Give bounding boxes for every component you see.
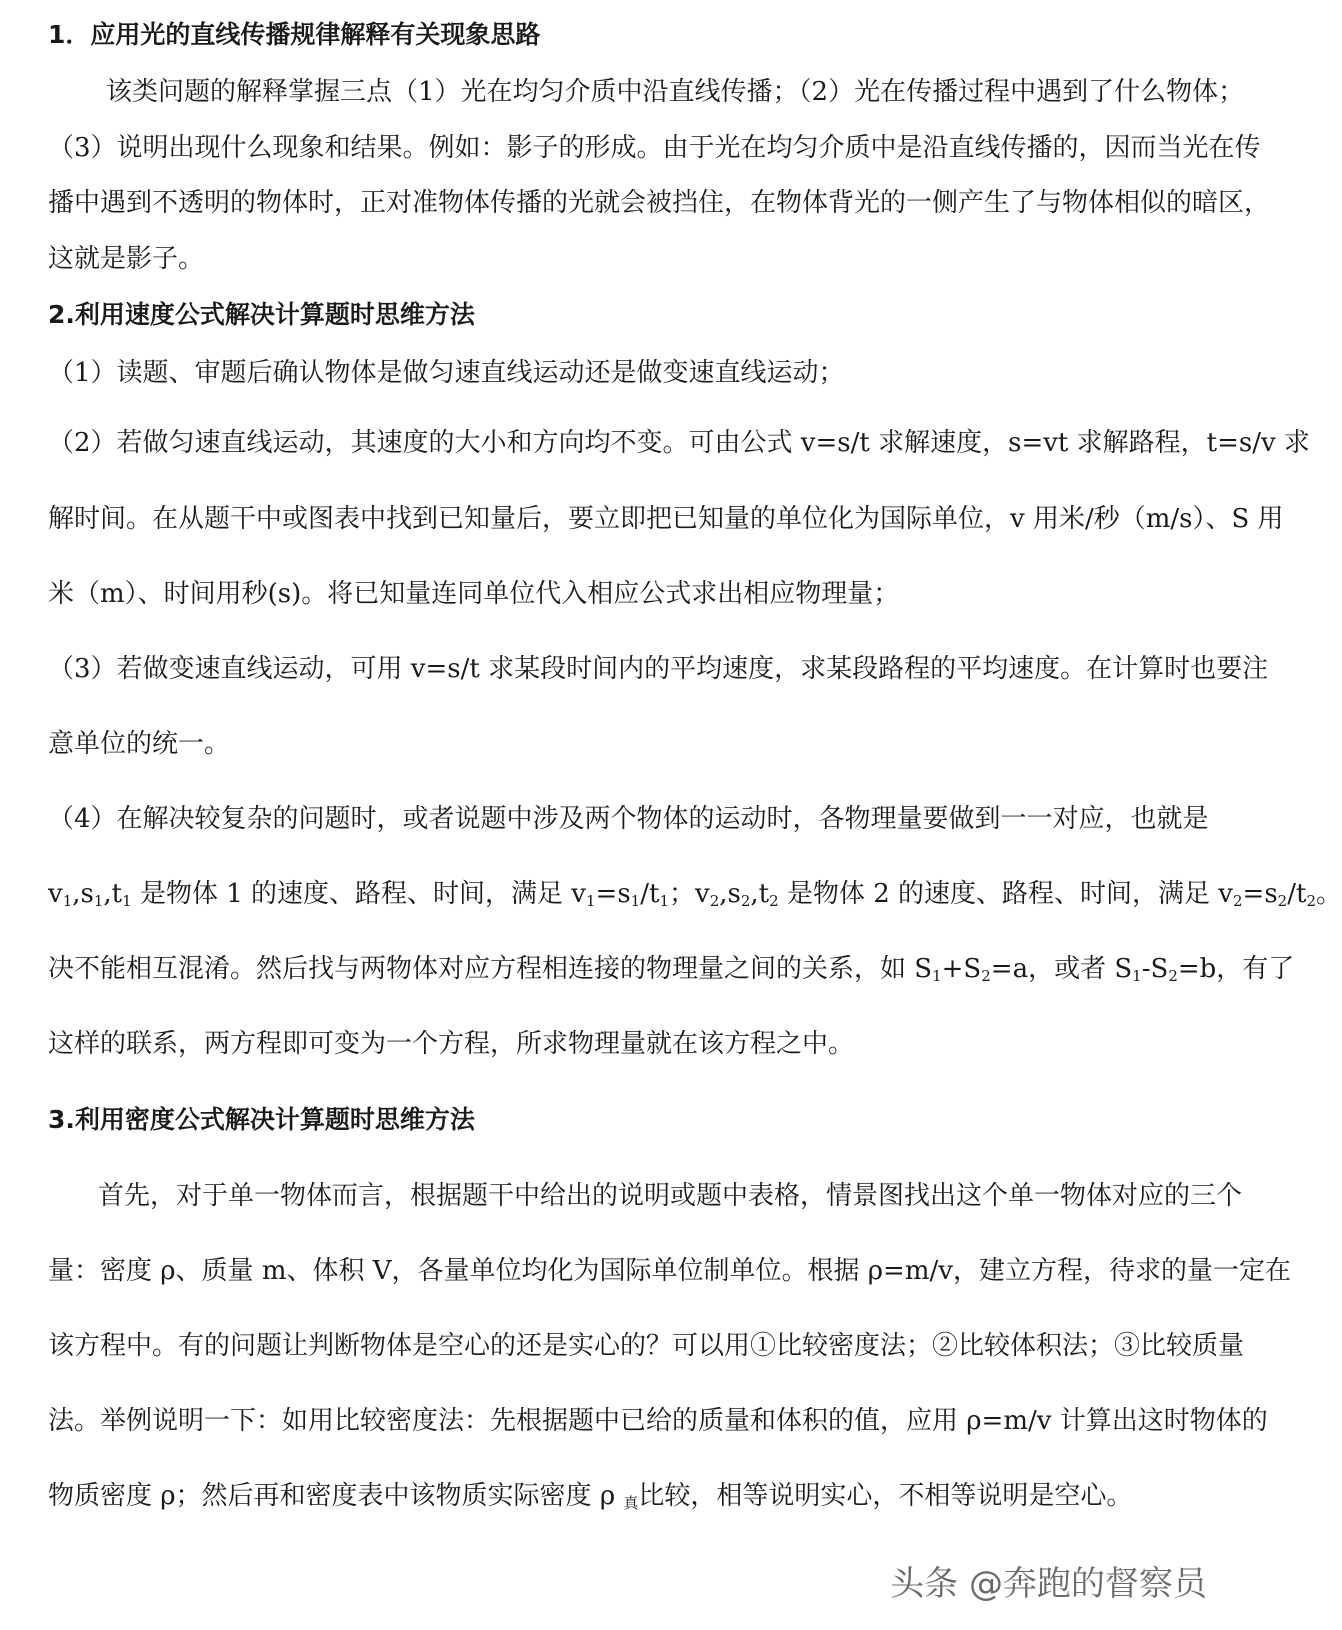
section-3-line-2: 量：密度 ρ、质量 m、体积 V，各量单位均化为国际单位制单位。根据 ρ=m/v，建立方程，待求的量一定在: [48, 1256, 1291, 1286]
section-2-item-1: （1）读题、审题后确认物体是做匀速直线运动还是做变速直线运动；: [48, 358, 845, 388]
watermark: 头条 @奔跑的督察员: [890, 1564, 1207, 1604]
section-1-heading: 1．应用光的直线传播规律解释有关现象思路: [48, 20, 541, 49]
section-3-heading: 3.利用密度公式解决计算题时思维方法: [48, 1105, 475, 1134]
section-2-item-3-line-2: 意单位的统一。: [48, 729, 231, 759]
section-1-line-3: 播中遇到不透明的物体时，正对准物体传播的光就会被挡住，在物体背光的一侧产生了与物体相似的暗区，: [48, 188, 1271, 218]
section-2-item-3-line-1: （3）若做变速直线运动，可用 v=s/t 求某段时间内的平均速度，求某段路程的平均速度。在计算时也要注: [48, 654, 1269, 684]
section-1-line-1: 该类问题的解释掌握三点（1）光在均匀介质中沿直线传播；（2）光在传播过程中遇到了什么物体；: [106, 77, 1245, 107]
section-2-item-2-line-2: 解时间。在从题干中或图表中找到已知量后，要立即把已知量的单位化为国际单位，v 用米/秒（m/s）、S 用: [48, 504, 1284, 534]
section-3-line-1: 首先，对于单一物体而言，根据题干中给出的说明或题中表格，情景图找出这个单一物体对应的三个: [98, 1181, 1243, 1211]
section-2-item-2-line-1: （2）若做匀速直线运动，其速度的大小和方向均不变。可由公式 v=s/t 求解速度，s=vt 求解路程，t=s/v 求: [48, 428, 1310, 458]
section-2-heading: 2.利用速度公式解决计算题时思维方法: [48, 300, 475, 329]
section-2-item-4-line-2: $v_1,s_1,t_1$ 是物体 1 的速度、路程、时间，满足 $v_1=s_1/t_1$；$v_2,s_2,t_2$ 是物体 2 的速度、路程、时间，满足 $v_2=s_2/t_2$。: [48, 879, 1342, 910]
section-1-line-4: 这就是影子。: [48, 244, 205, 274]
section-3-line-5: 物质密度 ρ；然后再和密度表中该物质实际密度 ρ $_真$比较，相等说明实心，不相等说明是空心。: [48, 1481, 1133, 1512]
section-2-item-4-line-1: （4）在解决较复杂的问题时，或者说题中涉及两个物体的运动时，各物理量要做到一一对应，也就是: [48, 804, 1209, 834]
section-1-line-2: （3）说明出现什么现象和结果。例如：影子的形成。由于光在均匀介质中是沿直线传播的，因而当光在传: [48, 133, 1261, 163]
section-3-line-3: 该方程中。有的问题让判断物体是空心的还是实心的？可以用①比较密度法；②比较体积法；③比较质量: [48, 1331, 1245, 1361]
section-3-line-4: 法。举例说明一下：如用比较密度法：先根据题中已给的质量和体积的值，应用 ρ=m/v 计算出这时物体的: [48, 1406, 1268, 1436]
section-2-item-4-line-4: 这样的联系，两方程即可变为一个方程，所求物理量就在该方程之中。: [48, 1029, 855, 1059]
section-2-item-4-line-3: 决不能相互混淆。然后找与两物体对应方程相连接的物理量之间的关系，如 $S_1+S_2=a$，或者 $S_1-S_2=b$，有了: [48, 954, 1295, 985]
section-2-item-2-line-3: 米（m）、时间用秒(s)。将已知量连同单位代入相应公式求出相应物理量；: [48, 579, 900, 609]
